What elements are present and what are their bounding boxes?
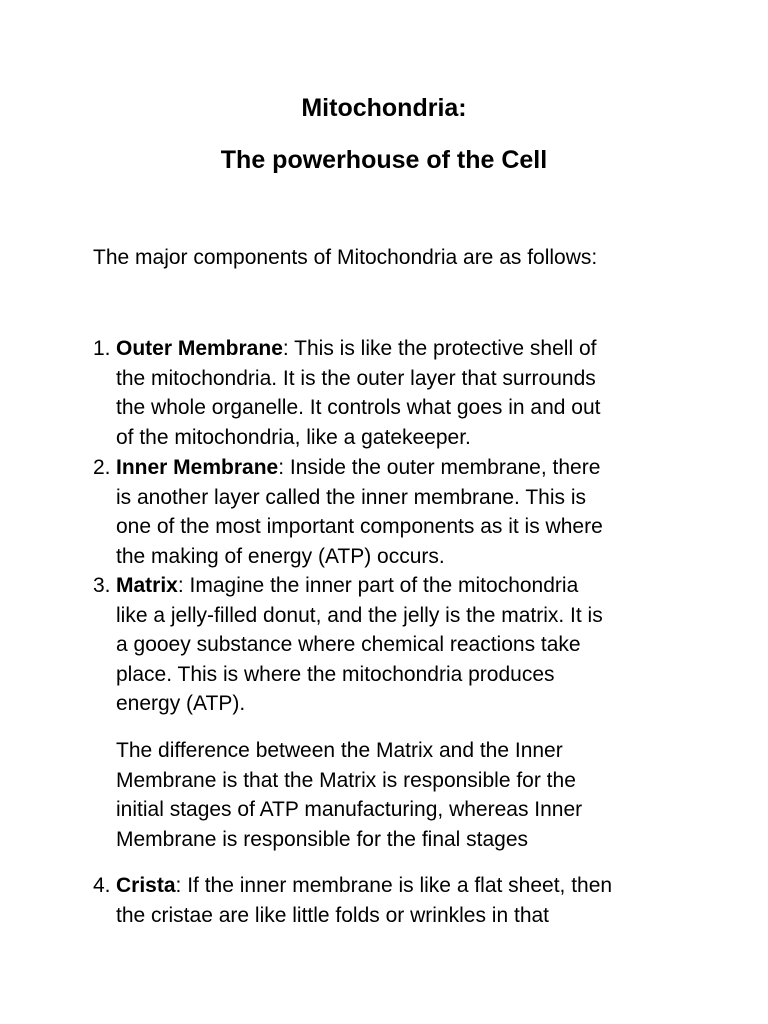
list-item-line: one of the most important components as it is where (116, 515, 603, 539)
list-item-line (116, 871, 688, 901)
note-line: The difference between the Matrix and the Inner (116, 739, 563, 762)
list-item-line: like a jelly-filled donut, and the jelly is the matrix. It is (116, 603, 603, 627)
list-item-line (116, 571, 688, 601)
list-item-line: is another layer called the inner membrane. This is (116, 485, 587, 509)
list-item-matrix (93, 571, 688, 719)
list-item-outer-membrane (93, 334, 688, 452)
list-number: 2. (93, 456, 111, 479)
term-outer-membrane: Outer Membrane (116, 337, 283, 360)
list-item-line: energy (ATP). (116, 692, 246, 716)
list-number: 4. (93, 874, 111, 897)
title-line-1: Mitochondria: (301, 94, 467, 122)
note-paragraph (116, 736, 688, 854)
list-item-line (116, 334, 688, 364)
note-line: Membrane is responsible for the final stages (116, 827, 529, 851)
list-item-inner-membrane (93, 453, 688, 571)
list-item-text: : Inside the outer membrane, there (278, 456, 601, 479)
note-line: initial stages of ATP manufacturing, whereas Inner (116, 798, 583, 822)
list-item-text: : If the inner membrane is like a flat sheet, then (175, 874, 613, 897)
list-number: 1. (93, 337, 111, 360)
list-item-text: : Imagine the inner part of the mitochondria (177, 574, 579, 597)
list-item-line: a gooey substance where chemical reactions take (116, 633, 581, 657)
list-item-line: the cristae are like little folds or wrinkles in that (116, 903, 550, 927)
term-crista: Crista (116, 874, 176, 897)
list-item-line: the mitochondria. It is the outer layer that surrounds (116, 366, 596, 390)
list-item-text: : This is like the protective shell of (282, 337, 597, 360)
intro-paragraph: The major components of Mitochondria are as follows: (93, 246, 598, 269)
list-number: 3. (93, 574, 111, 597)
note-line: Membrane is that the Matrix is responsible for the (116, 768, 576, 792)
list-item-line: of the mitochondria, like a gatekeeper. (116, 425, 471, 449)
term-matrix: Matrix (116, 574, 178, 597)
list-item-line: place. This is where the mitochondria produces (116, 662, 555, 686)
title-line-2: The powerhouse of the Cell (220, 146, 548, 174)
list-item-crista (93, 871, 688, 930)
term-inner-membrane: Inner Membrane (116, 456, 279, 479)
list-item-line: the making of energy (ATP) occurs. (116, 544, 445, 568)
list-item-line (116, 453, 688, 483)
list-item-line: the whole organelle. It controls what goes in and out (116, 396, 601, 420)
